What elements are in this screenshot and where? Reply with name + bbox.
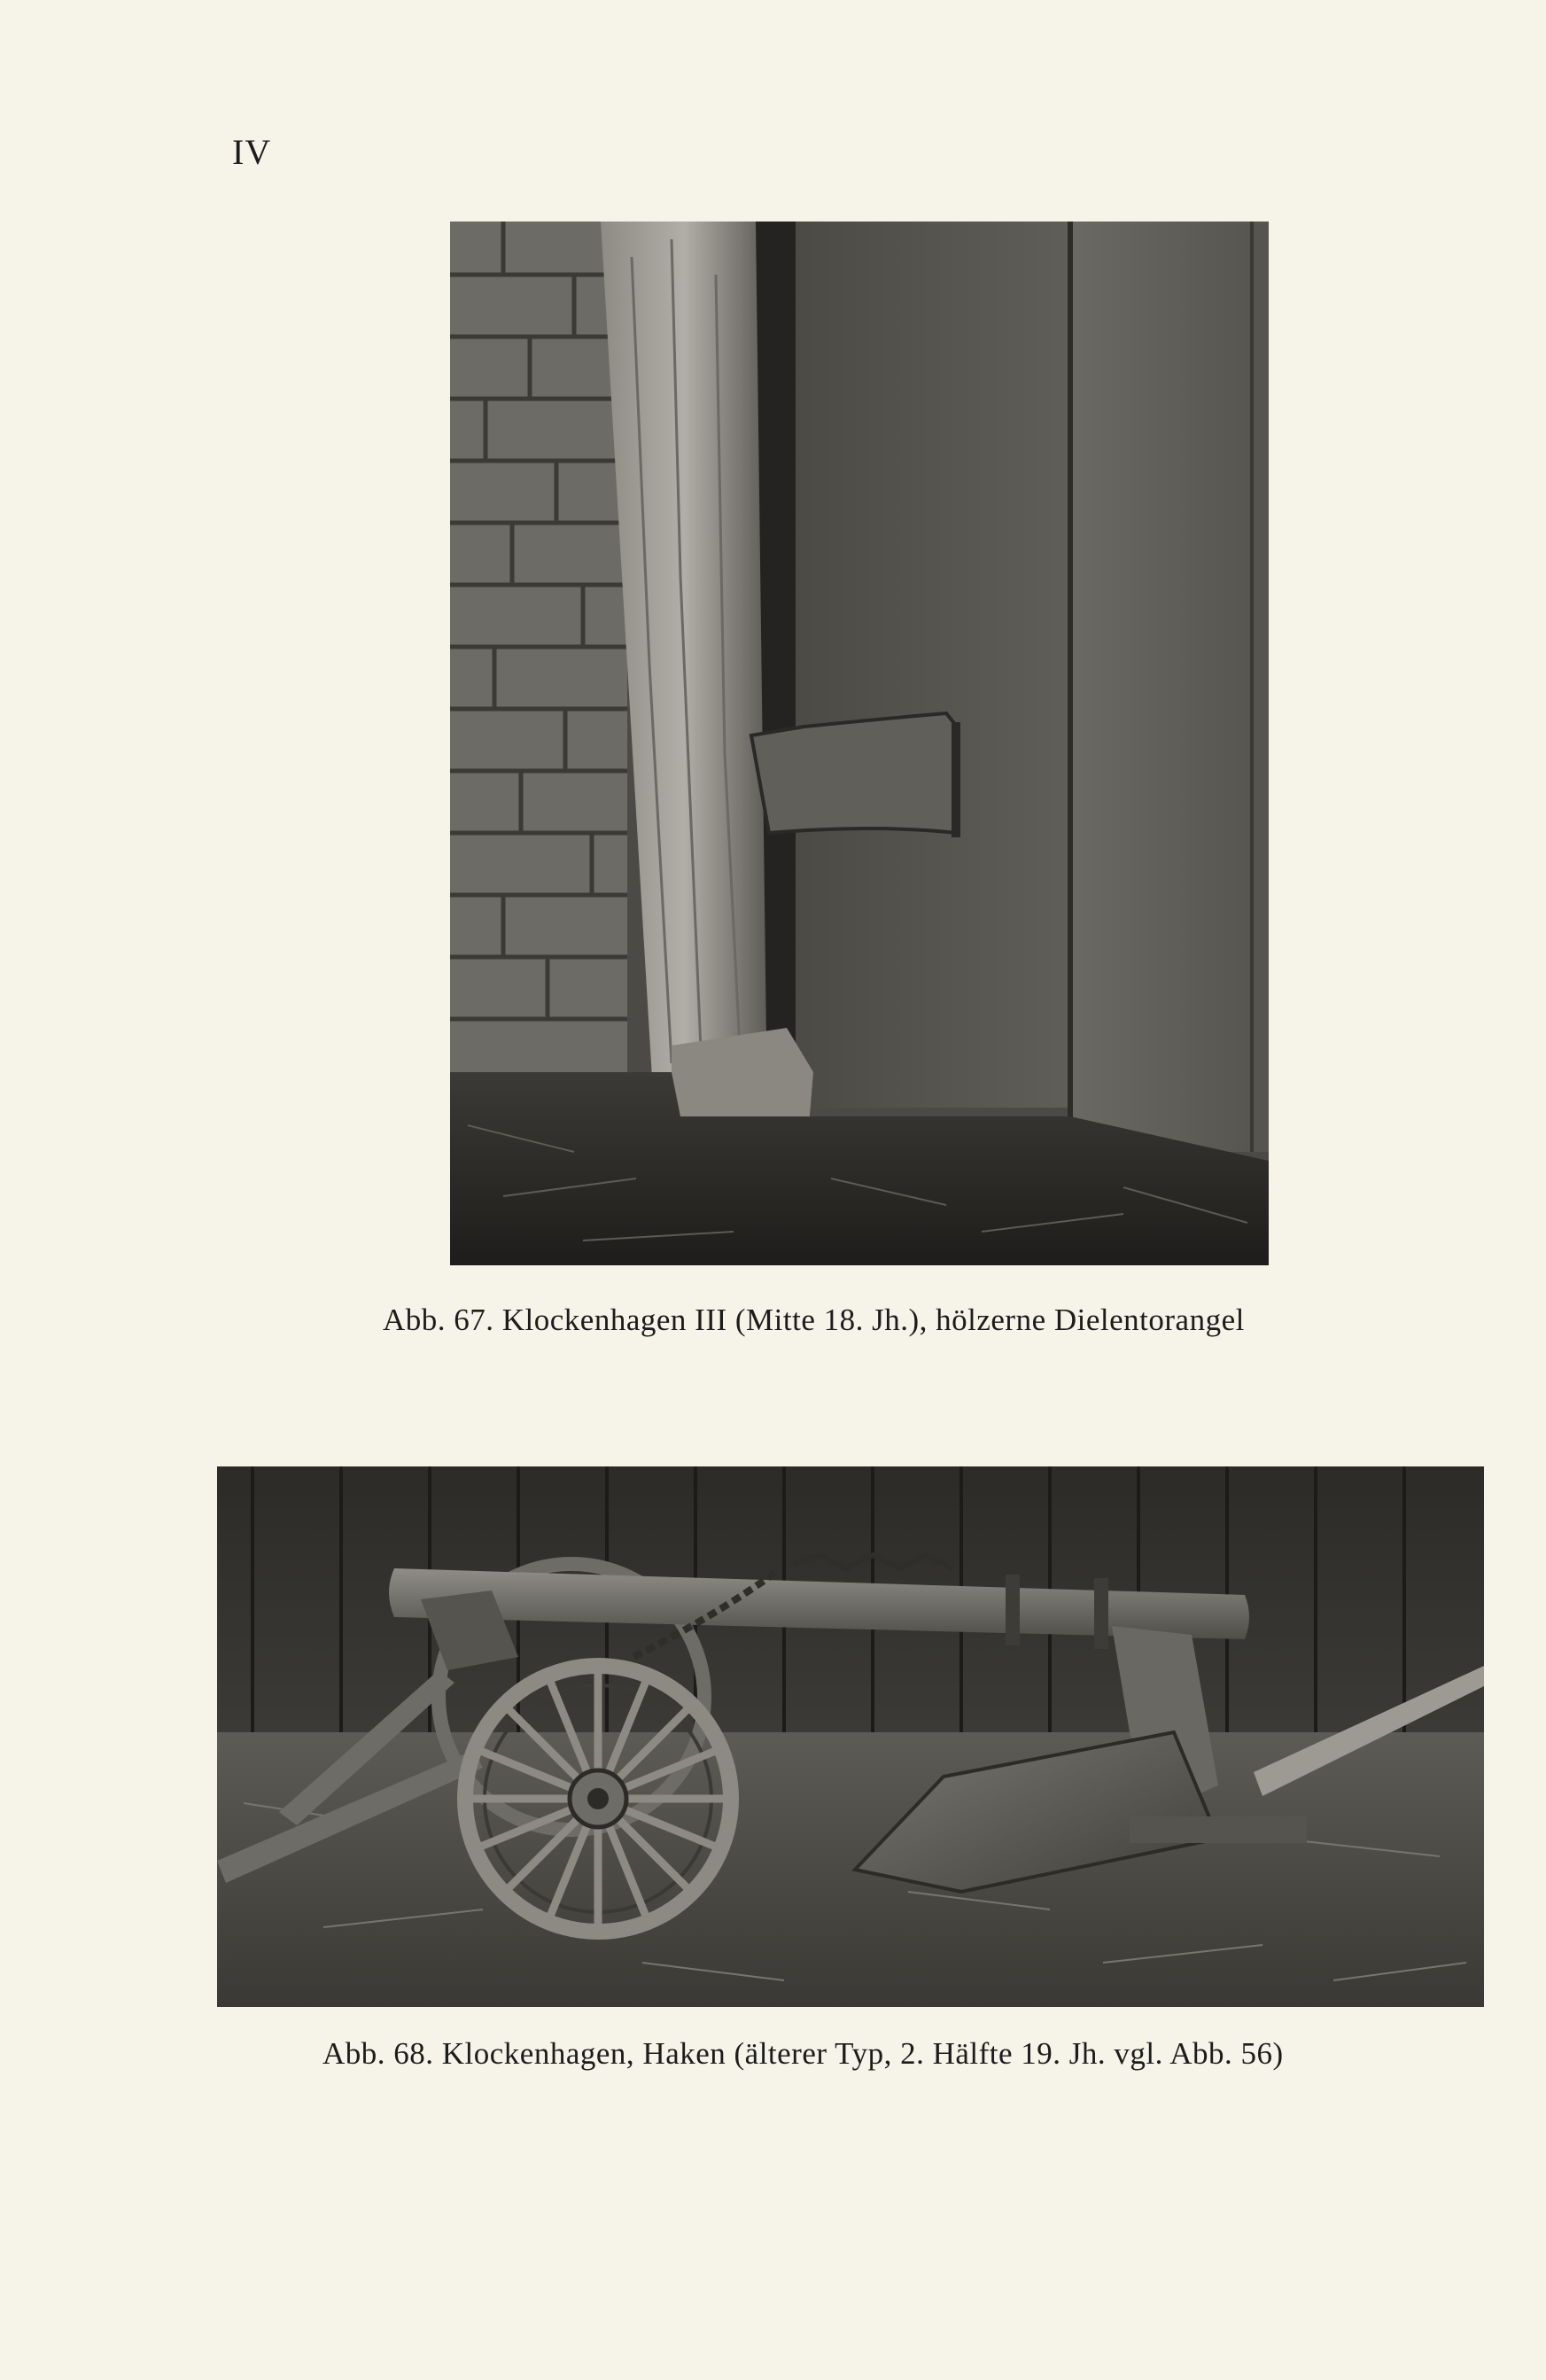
photo-wooden-door-hinge xyxy=(450,222,1269,1265)
figure-caption: Abb. 68. Klockenhagen, Haken (älterer Typ, 2. Hälfte 19. Jh. vgl. Abb. 56) xyxy=(322,2036,1284,2071)
figure-caption: Abb. 67. Klockenhagen III (Mitte 18. Jh.), hölzerne Dielentorangel xyxy=(383,1303,1245,1337)
photo-wheeled-plough xyxy=(217,1466,1484,2007)
page-number: IV xyxy=(232,132,272,172)
